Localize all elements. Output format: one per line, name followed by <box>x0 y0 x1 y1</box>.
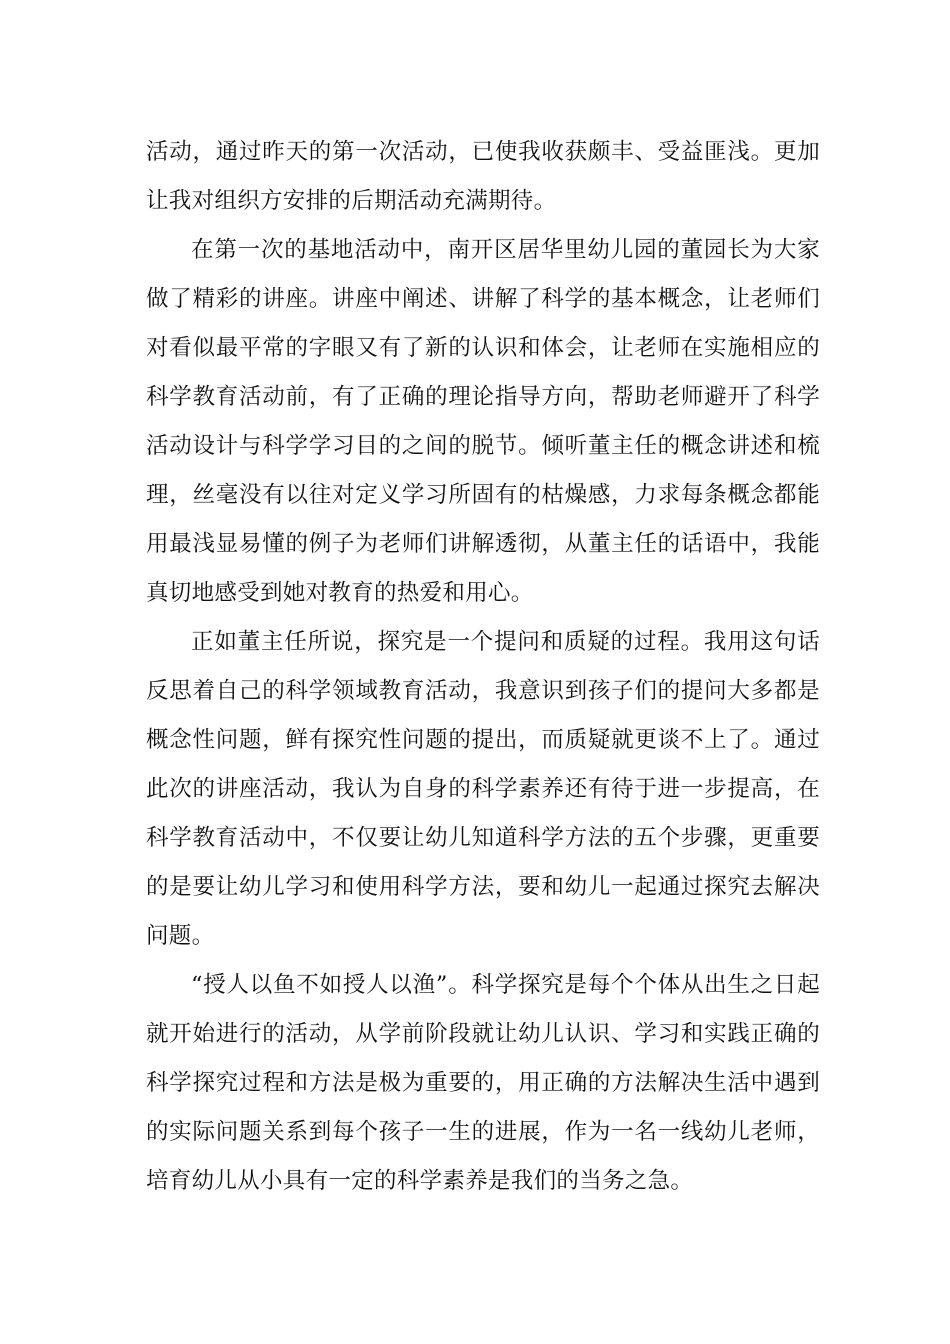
paragraph-3: 正如董主任所说，探究是一个提问和质疑的过程。我用这句话反思着自己的科学领域教育活动，我意识到孩子们的提问大多都是概念性问题，鲜有探究性问题的提出，而质疑就更谈不上了。通过此次的讲座活动，我认为自身的科学素养还有待于进一步提高，在科学教育活动中，不仅要让幼儿知道科学方法的五个步骤，更重要的是要让幼儿学习和使用科学方法，要和幼儿一起通过探究去解决问题。 <box>146 629 820 949</box>
paragraph-2: 在第一次的基地活动中，南开区居华里幼儿园的董园长为大家做了精彩的讲座。讲座中阐述、讲解了科学的基本概念，让老师们对看似最平常的字眼又有了新的认识和体会，让老师在实施相应的科学教育活动前，有了正确的理论指导方向，帮助老师避开了科学活动设计与科学学习目的之间的脱节。倾听董主任的概念讲述和梳理，丝毫没有以往对定义学习所固有的枯燥感，力求每条概念都能用最浅显易懂的例子为老师们讲解透彻，从董主任的话语中，我能真切地感受到她对教育的热爱和用心。 <box>146 237 820 606</box>
paragraph-1: 活动，通过昨天的第一次活动，已使我收获颇丰、受益匪浅。更加让我对组织方安排的后期活动充满期待。 <box>146 139 820 214</box>
document-body <box>146 128 820 1206</box>
paragraph-4: “授人以鱼不如授人以渔”。科学探究是每个个体从出生之日起就开始进行的活动，从学前阶段就让幼儿认识、学习和实践正确的科学探究过程和方法是极为重要的，用正确的方法解决生活中遇到的实际问题关系到每个孩子一生的进展，作为一名一线幼儿老师，培育幼儿从小具有一定的科学素养是我们的当务之急。 <box>146 972 820 1194</box>
